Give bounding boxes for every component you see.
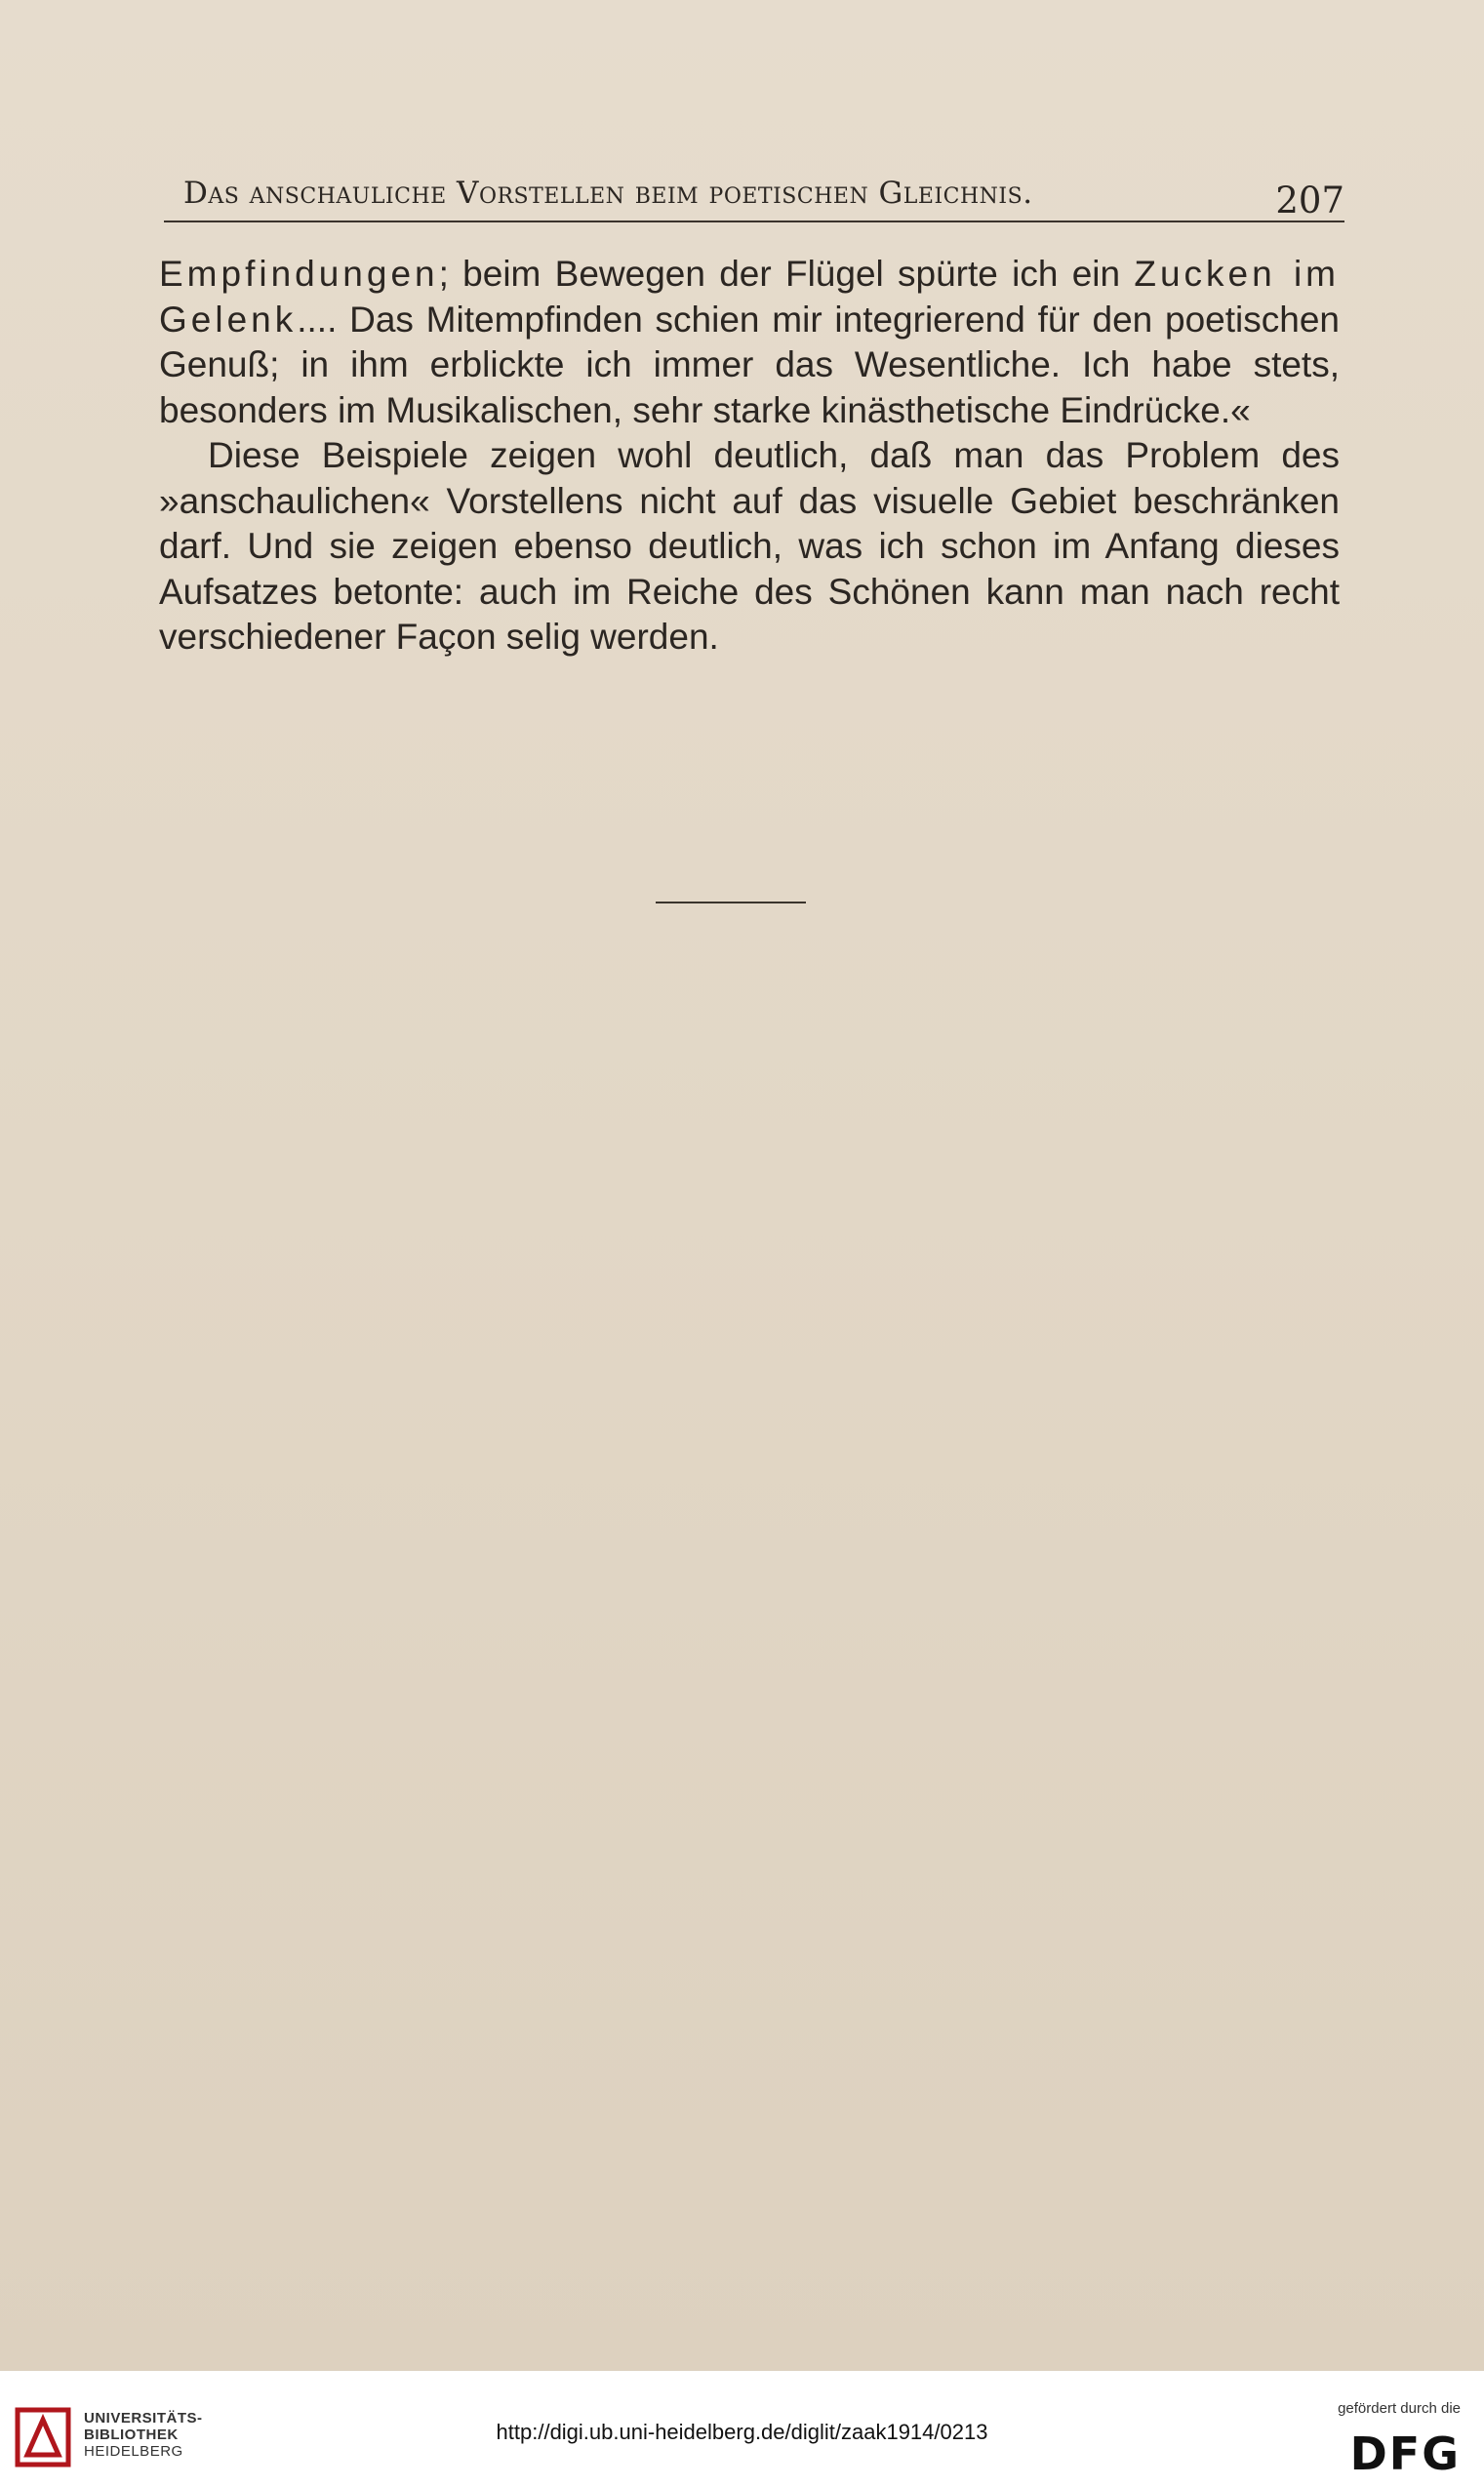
running-head <box>164 166 1344 222</box>
paragraph-1 <box>159 252 1340 433</box>
permalink-url[interactable]: http://digi.ub.uni-heidelberg.de/diglit/zaak1914/0213 <box>496 2420 988 2444</box>
spaced-word-2: Zucken im Gelenk <box>159 254 1340 340</box>
body-text <box>159 252 1340 661</box>
running-title: Das anschauliche Vorstellen beim poetischen Gleichnis. <box>183 176 1033 211</box>
section-separator <box>656 902 806 903</box>
funded-by-label: gefördert durch die <box>1338 2400 1461 2417</box>
footer-bar <box>0 2371 1484 2487</box>
page-number: 207 <box>1275 180 1344 221</box>
paragraph-1-text-1: ; beim Bewegen der Flügel spürte ich ein <box>438 254 1135 294</box>
dfg-logo: DFG <box>1349 2427 1461 2480</box>
paragraph-1-text-2: .... Das Mitempfinden schien mir integrierend für den poetischen Genuß; in ihm erblickte ich immer das Wesentliche. Ich habe stets, besonders im Musikalischen, sehr starke kinästhetische Eindrücke.« <box>159 299 1340 430</box>
spaced-word-1: Empfindungen <box>159 254 439 294</box>
institution-line-3: HEIDELBERG <box>84 2443 183 2460</box>
institution-line-2: BIBLIOTHEK <box>84 2427 179 2443</box>
institution-line-1: UNIVERSITÄTS- <box>84 2410 203 2427</box>
paragraph-2: Diese Beispiele zeigen wohl deutlich, daß man das Problem des »anschaulichen« Vorstellens nicht auf das visuelle Gebiet beschränken darf. Und sie zeigen ebenso deutlich, was ich schon im Anfang dieses Aufsatzes betonte: auch im Reiche des Schönen kann man nach recht verschiedener Façon selig werden. <box>159 435 1340 657</box>
